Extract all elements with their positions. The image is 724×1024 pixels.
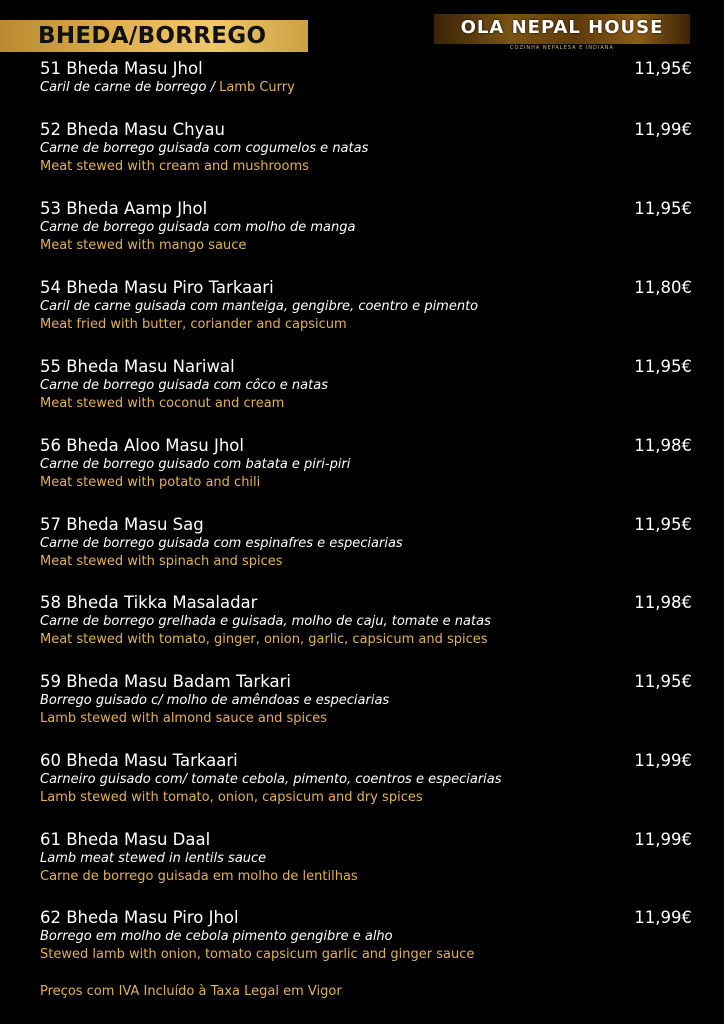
dish-name: 59 Bheda Masu Badam Tarkari xyxy=(40,672,291,691)
description-pt-text: Caril de carne de borrego / xyxy=(40,80,220,95)
dish-description-en: Meat fried with butter, coriander and capsicum xyxy=(40,317,347,332)
dish-description-pt: Carne de borrego guisado com batata e piri-piri xyxy=(40,457,351,472)
logo-tagline: COZINHA NEPALESA E INDIANA xyxy=(510,45,614,51)
menu-item xyxy=(40,751,695,807)
dish-name: 54 Bheda Masu Piro Tarkaari xyxy=(40,278,274,297)
dish-price: 11,98€ xyxy=(634,436,692,455)
dish-description-en: Meat stewed with spinach and spices xyxy=(40,554,283,569)
menu-item xyxy=(40,830,695,886)
dish-name: 51 Bheda Masu Jhol xyxy=(40,59,203,78)
dish-name: 52 Bheda Masu Chyau xyxy=(40,120,225,139)
menu-item xyxy=(40,515,695,571)
dish-price: 11,99€ xyxy=(634,120,692,139)
menu-item xyxy=(40,59,695,97)
dish-price: 11,95€ xyxy=(634,515,692,534)
menu-item xyxy=(40,357,695,413)
menu-item xyxy=(40,908,695,964)
dish-description-pt: Caril de carne guisada com manteiga, gengibre, coentro e pimento xyxy=(40,299,479,314)
dish-price: 11,95€ xyxy=(634,59,692,78)
dish-name: 61 Bheda Masu Daal xyxy=(40,830,211,849)
description-en-inline: Lamb Curry xyxy=(219,80,295,95)
dish-description-en: Carne de borrego guisada em molho de lentilhas xyxy=(40,869,358,884)
dish-description-en: Lamb stewed with tomato, onion, capsicum and dry spices xyxy=(40,790,423,805)
dish-price: 11,98€ xyxy=(634,593,692,612)
dish-description-pt: Carne de borrego guisada com côco e natas xyxy=(40,378,328,393)
dish-description-pt xyxy=(40,79,695,97)
section-title: BHEDA/BORREGO xyxy=(38,23,267,49)
menu-item xyxy=(40,672,695,728)
dish-name: 58 Bheda Tikka Masaladar xyxy=(40,593,258,612)
dish-name: 57 Bheda Masu Sag xyxy=(40,515,204,534)
dish-description-pt: Carne de borrego grelhada e guisada, molho de caju, tomate e natas xyxy=(40,614,491,629)
menu-item xyxy=(40,120,695,176)
dish-price: 11,99€ xyxy=(634,908,692,927)
dish-description-en: Lamb stewed with almond sauce and spices xyxy=(40,711,328,726)
dish-description-pt: Carneiro guisado com/ tomate cebola, pimento, coentros e especiarias xyxy=(40,772,502,787)
menu-item xyxy=(40,436,695,492)
dish-description-en: Meat stewed with tomato, ginger, onion, garlic, capsicum and spices xyxy=(40,632,488,647)
dish-price: 11,99€ xyxy=(634,751,692,770)
dish-price: 11,95€ xyxy=(634,672,692,691)
dish-name: 56 Bheda Aloo Masu Jhol xyxy=(40,436,244,455)
dish-name: 62 Bheda Masu Piro Jhol xyxy=(40,908,239,927)
dish-description-pt: Borrego em molho de cebola pimento gengibre e alho xyxy=(40,929,393,944)
dish-name: 60 Bheda Masu Tarkaari xyxy=(40,751,238,770)
dish-price: 11,99€ xyxy=(634,830,692,849)
dish-price: 11,95€ xyxy=(634,199,692,218)
dish-name: 55 Bheda Masu Nariwal xyxy=(40,357,235,376)
dish-description-en: Meat stewed with mango sauce xyxy=(40,238,247,253)
dish-description-en: Meat stewed with coconut and cream xyxy=(40,396,285,411)
dish-description-pt: Carne de borrego guisada com espinafres e especiarias xyxy=(40,536,403,551)
dish-description-pt: Borrego guisado c/ molho de amêndoas e especiarias xyxy=(40,693,390,708)
menu-item xyxy=(40,278,695,334)
dish-description-pt: Carne de borrego guisada com molho de manga xyxy=(40,220,356,235)
dish-name: 53 Bheda Aamp Jhol xyxy=(40,199,208,218)
menu-item xyxy=(40,199,695,255)
dish-description-pt: Lamb meat stewed in lentils sauce xyxy=(40,851,267,866)
dish-price: 11,95€ xyxy=(634,357,692,376)
dish-description-pt: Carne de borrego guisada com cogumelos e natas xyxy=(40,141,369,156)
menu-item xyxy=(40,593,695,649)
logo-text: OLA NEPAL HOUSE xyxy=(460,17,664,38)
dish-description-en: Stewed lamb with onion, tomato capsicum garlic and ginger sauce xyxy=(40,947,475,962)
dish-price: 11,80€ xyxy=(634,278,692,297)
tax-note: Preços com IVA Incluído à Taxa Legal em Vigor xyxy=(40,984,342,999)
dish-description-en: Meat stewed with potato and chili xyxy=(40,475,261,490)
restaurant-logo xyxy=(434,14,690,44)
dish-description-en: Meat stewed with cream and mushrooms xyxy=(40,159,309,174)
